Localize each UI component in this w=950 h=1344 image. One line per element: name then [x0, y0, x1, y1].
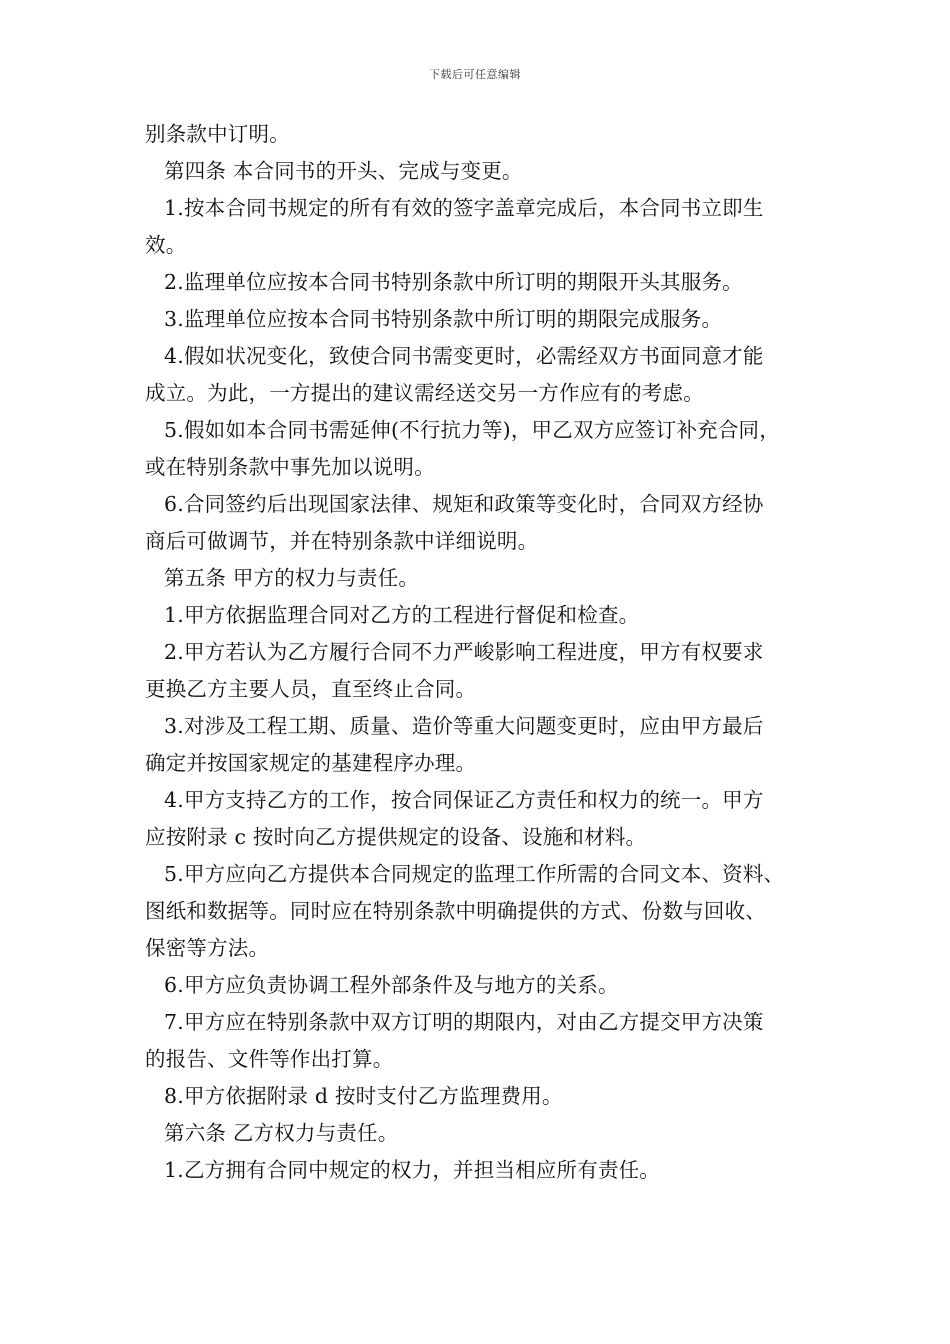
- text-line: 6.合同签约后出现国家法律、规矩和政策等变化时，合同双方经协: [164, 492, 764, 516]
- text-line: 4.甲方支持乙方的工作，按合同保证乙方责任和权力的统一。甲方: [164, 788, 764, 812]
- text-line: 确定并按国家规定的基建程序办理。: [145, 751, 477, 775]
- text-line: 1.甲方依据监理合同对乙方的工程进行督促和检查。: [164, 603, 640, 627]
- text-line: 7.甲方应在特别条款中双方订明的期限内，对由乙方提交甲方决策: [164, 1010, 764, 1034]
- text-line: 或在特别条款中事先加以说明。: [145, 455, 435, 479]
- text-line: 应按附录 c 按时向乙方提供规定的设备、设施和材料。: [145, 825, 647, 849]
- text-line: 商后可做调节，并在特别条款中详细说明。: [145, 529, 539, 553]
- text-line: 第五条 甲方的权力与责任。: [164, 566, 420, 590]
- text-line: 5.假如如本合同书需延伸(不行抗力等)，甲乙双方应签订补充合同，: [164, 418, 780, 442]
- text-line: 别条款中订明。: [145, 122, 290, 146]
- text-line: 更换乙方主要人员，直至终止合同。: [145, 677, 477, 701]
- text-line: 4.假如状况变化，致使合同书需变更时，必需经双方书面同意才能: [164, 344, 764, 368]
- text-line: 的报告、文件等作出打算。: [145, 1047, 394, 1071]
- text-line: 3.对涉及工程工期、质量、造价等重大问题变更时，应由甲方最后: [164, 714, 764, 738]
- text-line: 1.按本合同书规定的所有有效的签字盖章完成后，本合同书立即生: [164, 196, 764, 220]
- text-line: 8.甲方依据附录 d 按时支付乙方监理费用。: [164, 1084, 563, 1108]
- page-header: 下载后可任意编辑: [429, 68, 521, 81]
- text-line: 1.乙方拥有合同中规定的权力，并担当相应所有责任。: [164, 1158, 661, 1182]
- text-line: 成立。为此，一方提出的建议需经送交另一方作应有的考虑。: [145, 381, 704, 405]
- document-body: [145, 116, 815, 1189]
- text-line: 第六条 乙方权力与责任。: [164, 1121, 399, 1145]
- text-line: 3.监理单位应按本合同书特别条款中所订明的期限完成服务。: [164, 307, 723, 331]
- text-line: 图纸和数据等。同时应在特别条款中明确提供的方式、份数与回收、: [145, 899, 766, 923]
- text-line: 第四条 本合同书的开头、完成与变更。: [164, 159, 523, 183]
- text-line: 2.监理单位应按本合同书特别条款中所订明的期限开头其服务。: [164, 270, 743, 294]
- text-line: 6.甲方应负责协调工程外部条件及与地方的关系。: [164, 973, 619, 997]
- text-line: 5.甲方应向乙方提供本合同规定的监理工作所需的合同文本、资料、: [164, 862, 785, 886]
- text-line: 效。: [145, 233, 187, 257]
- text-line: 2.甲方若认为乙方履行合同不力严峻影响工程进度，甲方有权要求: [164, 640, 764, 664]
- text-line: 保密等方法。: [145, 936, 270, 960]
